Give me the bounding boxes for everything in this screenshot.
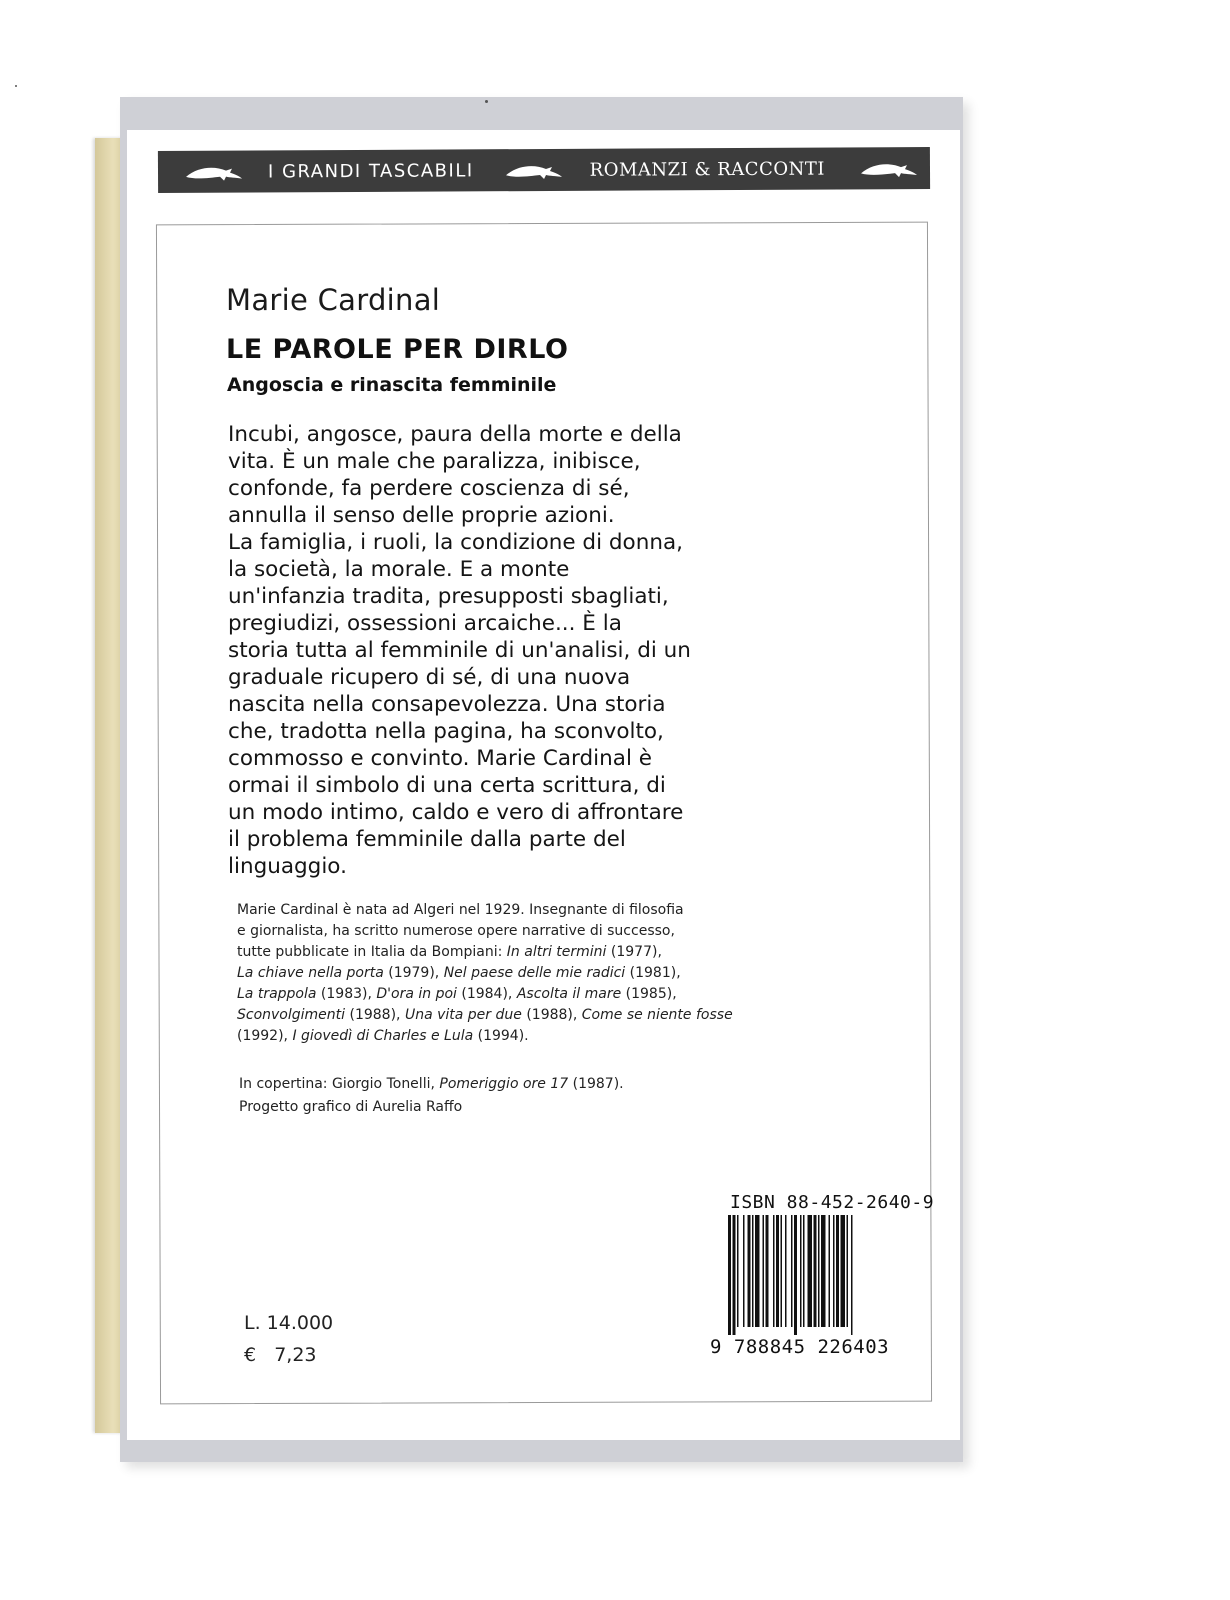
design-credit: Progetto grafico di Aurelia Raffo xyxy=(239,1099,463,1115)
credits xyxy=(239,1073,799,1119)
genre-name: ROMANZI & RACCONTI xyxy=(589,158,825,181)
blurb-line: ormai il simbolo di una certa scrittura, di xyxy=(228,773,666,798)
barcode-bar xyxy=(766,1215,769,1327)
book-reference: D'ora in poi xyxy=(376,986,457,1002)
dolphin-logo-icon xyxy=(500,155,570,185)
barcode-bar xyxy=(814,1215,817,1327)
bio-line xyxy=(237,942,827,963)
barcode-bar xyxy=(752,1215,754,1327)
barcode-bar xyxy=(829,1215,831,1327)
author-bio xyxy=(237,900,827,1047)
barcode-bar xyxy=(800,1215,802,1327)
bio-text: (1994). xyxy=(473,1028,529,1044)
ean-number: 9 788845 226403 xyxy=(710,1336,890,1358)
barcode-bar xyxy=(733,1215,736,1335)
blurb-line: Incubi, angosce, paura della morte e della xyxy=(228,422,682,447)
barcode xyxy=(726,1215,922,1335)
price-block xyxy=(244,1307,333,1371)
bio-text: tutte pubblicate in Italia da Bompiani: xyxy=(237,944,507,960)
bio-text: (1983), xyxy=(316,986,377,1002)
bio-text: (1981), xyxy=(625,965,681,981)
price-euro: € 7,23 xyxy=(244,1344,317,1366)
blurb-line: un modo intimo, caldo e vero di affrontare xyxy=(228,800,684,825)
barcode-bar xyxy=(794,1215,797,1335)
bio-line xyxy=(237,1026,827,1047)
bio-line: e giornalista, ha scritto numerose opere narrative di successo, xyxy=(237,923,675,939)
bio-text: (1977), xyxy=(606,944,662,960)
blurb-line: un'infanzia tradita, presupposti sbagliati, xyxy=(228,584,669,609)
bio-line: Marie Cardinal è nata ad Algeri nel 1929. Insegnante di filosofia xyxy=(237,902,684,918)
series-name: I GRANDI TASCABILI xyxy=(267,159,474,182)
dolphin-logo-icon xyxy=(180,157,250,187)
blurb-line: commosso e convinto. Marie Cardinal è xyxy=(228,746,652,771)
series-band xyxy=(158,147,930,193)
dust-speck xyxy=(15,85,17,87)
bio-text: (1979), xyxy=(383,965,444,981)
blurb-line: storia tutta al femminile di un'analisi, di un xyxy=(228,638,691,663)
barcode-bar xyxy=(743,1215,745,1327)
barcode-bar xyxy=(763,1215,765,1327)
book-reference: La trappola xyxy=(237,986,317,1002)
barcode-bar xyxy=(781,1215,783,1327)
barcode-bar xyxy=(833,1215,835,1327)
book-reference: I giovedì di Charles e Lula xyxy=(292,1028,474,1044)
blurb-line: che, tradotta nella pagina, ha sconvolto, xyxy=(228,719,664,744)
blurb-line: La famiglia, i ruoli, la condizione di donna, xyxy=(228,530,683,555)
bio-line xyxy=(237,984,827,1005)
artwork-title: Pomeriggio ore 17 xyxy=(439,1076,569,1092)
price-lire: L. 14.000 xyxy=(244,1312,334,1334)
barcode-bar xyxy=(776,1215,779,1327)
blurb-line: graduale ricupero di sé, di una nuova xyxy=(228,665,631,690)
blurb-line: la società, la morale. E a monte xyxy=(228,557,570,582)
book-reference: Come se niente fosse xyxy=(581,1007,733,1023)
bio-line xyxy=(237,963,827,984)
barcode-bar xyxy=(847,1215,849,1327)
book-reference: Nel paese delle mie radici xyxy=(443,965,626,981)
barcode-bar xyxy=(821,1215,826,1327)
bio-line xyxy=(237,1005,827,1026)
blurb-line: pregiudizi, ossessioni arcaiche... È la xyxy=(228,611,622,636)
barcode-bar xyxy=(728,1215,731,1335)
barcode-bar xyxy=(841,1215,846,1327)
bio-text: (1988), xyxy=(521,1007,582,1023)
blurb-line: il problema femminile dalla parte del xyxy=(228,827,626,852)
book-title: LE PAROLE PER DIRLO xyxy=(226,334,569,365)
blurb-line: linguaggio. xyxy=(228,854,347,879)
blurb-text xyxy=(228,421,728,880)
barcode-bar xyxy=(748,1215,751,1327)
dolphin-logo-icon xyxy=(855,153,925,183)
credit-text: (1987). xyxy=(568,1076,624,1092)
barcode-bar xyxy=(773,1215,775,1327)
blurb-line: annulla il senso delle proprie azioni. xyxy=(228,503,615,528)
bio-text: (1988), xyxy=(345,1007,405,1023)
book-reference: Ascolta il mare xyxy=(516,986,622,1002)
book-reference: Sconvolgimenti xyxy=(237,1007,346,1023)
cover-credit xyxy=(239,1073,799,1096)
barcode-bar xyxy=(818,1215,820,1327)
blurb-line: confonde, fa perdere coscienza di sé, xyxy=(228,476,630,501)
bio-text: (1984), xyxy=(456,986,517,1002)
barcode-bar xyxy=(785,1215,787,1327)
book-reference: In altri termini xyxy=(506,944,607,960)
blurb-line: vita. È un male che paralizza, inibisce, xyxy=(228,449,641,474)
blurb-line: nascita nella consapevolezza. Una storia xyxy=(228,692,666,717)
credit-text: In copertina: Giorgio Tonelli, xyxy=(239,1076,440,1092)
barcode-bar xyxy=(808,1215,813,1327)
bio-text: (1992), xyxy=(237,1028,293,1044)
book-reference: Una vita per due xyxy=(404,1007,522,1023)
book-reference: La chiave nella porta xyxy=(237,965,384,981)
bio-text: (1985), xyxy=(621,986,677,1002)
dust-speck xyxy=(485,100,488,103)
barcode-bar xyxy=(755,1215,760,1327)
barcode-bar xyxy=(836,1215,839,1327)
isbn-number: ISBN 88-452-2640-9 xyxy=(730,1192,935,1213)
author-name: Marie Cardinal xyxy=(226,283,441,317)
barcode-bar xyxy=(803,1215,805,1327)
barcode-bar xyxy=(737,1215,739,1327)
barcode-bar xyxy=(791,1215,793,1327)
book-subtitle: Angoscia e rinascita femminile xyxy=(227,374,557,396)
barcode-bar xyxy=(851,1215,853,1335)
